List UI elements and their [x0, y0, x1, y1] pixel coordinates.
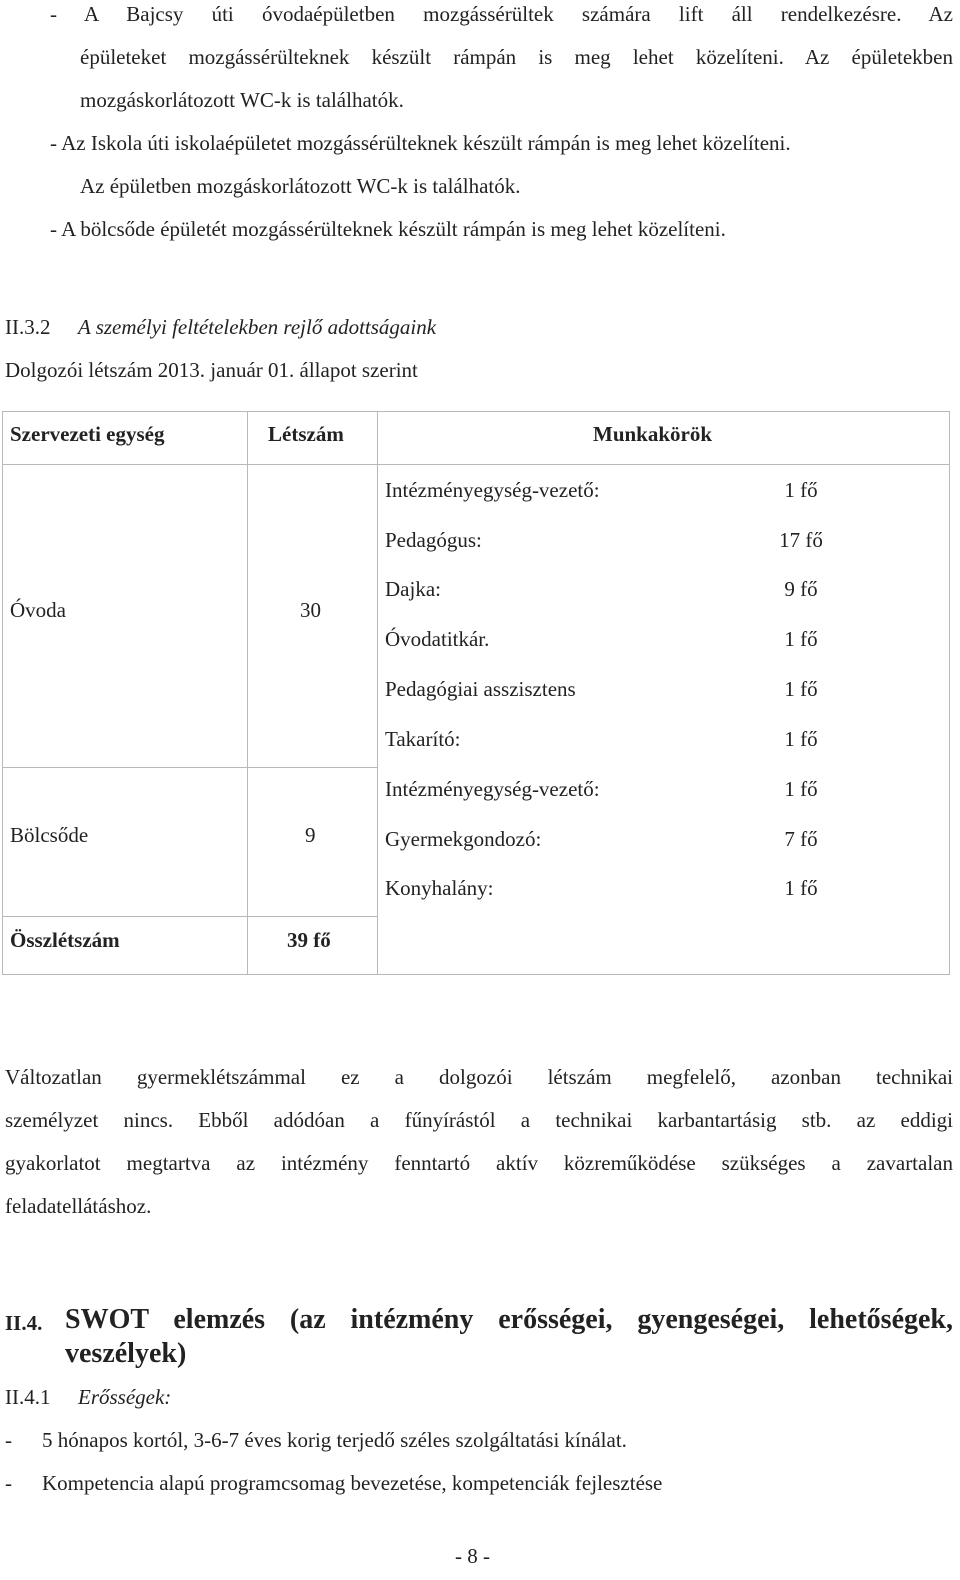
intro-line-3: mozgáskorlátozott WC-k is találhatók.	[80, 88, 404, 112]
total-count: 39 fő	[287, 928, 331, 952]
intro-line-5: Az épületben mozgáskorlátozott WC-k is találhatók.	[80, 174, 521, 198]
swot-number: II.4.	[5, 1311, 43, 1335]
paragraph-line-4: feladatellátáshoz.	[5, 1194, 152, 1218]
total-label: Összlétszám	[10, 928, 120, 952]
row-count: 9	[305, 823, 316, 847]
paragraph-line-1: Változatlan gyermeklétszámmal ez a dolgozói létszám megfelelő, azonban technikai	[5, 1065, 953, 1089]
role-name: Gyermekgondozó:	[385, 827, 542, 851]
swot-title-line-1: SWOT elemzés (az intézmény erősségei, gyengeségei, lehetőségek,	[65, 1304, 953, 1335]
role-name: Takarító:	[385, 727, 461, 751]
role-amount: 1 fő	[784, 677, 818, 701]
intro-line-4: - Az Iskola úti iskolaépületet mozgássérülteknek készült rámpán is meg lehet közelíteni.	[50, 131, 791, 155]
role-amount: 1 fő	[784, 777, 818, 801]
role-amount: 1 fő	[784, 627, 818, 651]
page-number: - 8 -	[455, 1544, 490, 1568]
bullet-dash-icon: -	[5, 1428, 12, 1452]
section-title: A személyi feltételekben rejlő adottságaink	[78, 315, 437, 339]
table-border-left	[2, 411, 3, 975]
header-count: Létszám	[268, 422, 344, 446]
role-name: Konyhalány:	[385, 876, 494, 900]
intro-line-2: épületeket mozgássérülteknek készült rámpán is meg lehet közelíteni. Az épületekben	[80, 45, 953, 69]
role-name: Pedagógus:	[385, 528, 482, 552]
table-border-col1	[247, 411, 248, 975]
role-name: Intézményegység-vezető:	[385, 478, 600, 502]
strengths-number: II.4.1	[5, 1385, 51, 1409]
role-amount: 1 fő	[784, 478, 818, 502]
row-unit: Bölcsőde	[10, 823, 89, 847]
strength-item: 5 hónapos kortól, 3-6-7 éves korig terjedő széles szolgáltatási kínálat.	[42, 1428, 627, 1452]
header-roles: Munkakörök	[593, 422, 713, 446]
role-amount: 17 fő	[779, 528, 823, 552]
bullet-dash-icon: -	[5, 1471, 12, 1495]
role-amount: 1 fő	[784, 876, 818, 900]
role-amount: 1 fő	[784, 727, 818, 751]
table-border-top	[2, 411, 950, 412]
table-border-right	[949, 411, 950, 975]
paragraph-line-2: személyzet nincs. Ebből adódóan a fűnyírástól a technikai karbantartásig stb. az eddigi	[5, 1108, 953, 1132]
header-unit: Szervezeti egység	[10, 422, 165, 446]
section-number: II.3.2	[5, 315, 51, 339]
role-name: Pedagógiai asszisztens	[385, 677, 576, 701]
role-amount: 9 fő	[784, 577, 818, 601]
table-border-header	[2, 464, 950, 465]
paragraph-line-3: gyakorlatot megtartva az intézmény fenntartó aktív közreműködése szükséges a zavartalan	[5, 1151, 953, 1175]
intro-line-1: - A Bajcsy úti óvodaépületben mozgássérültek számára lift áll rendelkezésre. Az	[50, 2, 953, 26]
strengths-title: Erősségek:	[78, 1385, 172, 1409]
intro-line-6: - A bölcsőde épületét mozgássérülteknek készült rámpán is meg lehet közelíteni.	[50, 217, 726, 241]
table-caption: Dolgozói létszám 2013. január 01. állapot szerint	[5, 358, 418, 382]
swot-title-line-2: veszélyek)	[65, 1338, 187, 1369]
table-border-bottom	[2, 974, 950, 975]
row-unit: Óvoda	[10, 598, 66, 622]
table-border-row1	[2, 767, 378, 768]
strength-item: Kompetencia alapú programcsomag bevezetése, kompetenciák fejlesztése	[42, 1471, 663, 1495]
role-amount: 7 fő	[784, 827, 818, 851]
table-border-col2	[377, 411, 378, 975]
role-name: Dajka:	[385, 577, 441, 601]
role-name: Óvodatitkár.	[385, 627, 490, 651]
role-name: Intézményegység-vezető:	[385, 777, 600, 801]
row-count: 30	[300, 598, 321, 622]
table-border-row2	[2, 916, 378, 917]
